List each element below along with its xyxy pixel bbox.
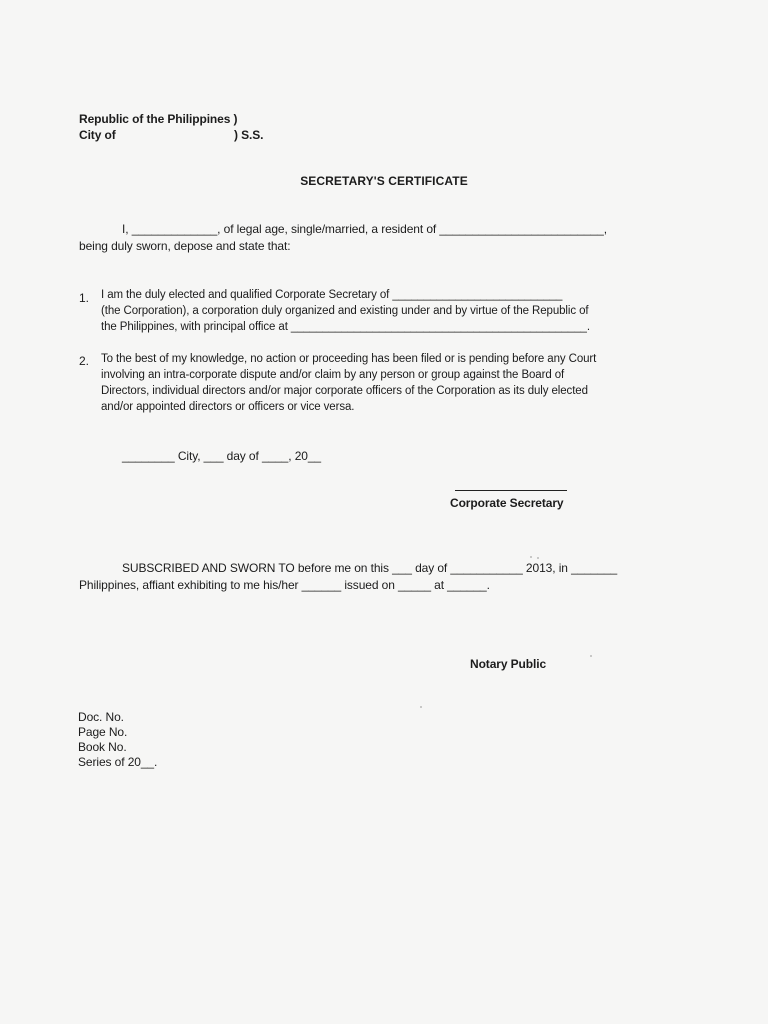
doc-no: Doc. No. [78, 710, 124, 724]
date-line: ________ City, ___ day of ____, 20__ [122, 449, 322, 463]
page-no: Page No. [78, 725, 128, 739]
venue-city: City of [79, 128, 116, 142]
item-1-number: 1. [79, 291, 89, 305]
item-1-line-2: (the Corporation), a corporation duly organized and existing under and by virtue of the Republic of [101, 305, 589, 317]
item-1-line-3: the Philippines, with principal office at _______________________________________________. [101, 321, 590, 333]
venue-republic: Republic of the Philippines ) [79, 112, 238, 126]
item-2-line-3: Directors, individual directors and/or major corporate officers of the Corporation as its duly elected [101, 385, 588, 397]
series-of: Series of 20__. [78, 755, 158, 769]
corporate-secretary-label: Corporate Secretary [450, 496, 564, 510]
book-no: Book No. [78, 740, 127, 754]
scan-speck [537, 557, 539, 559]
notary-public-label: Notary Public [470, 657, 547, 671]
scan-speck [530, 556, 532, 558]
intro-line-2: being duly sworn, depose and state that: [79, 239, 291, 253]
jurat-line-2: Philippines, affiant exhibiting to me his/her ______ issued on _____ at ______. [79, 578, 490, 592]
corporate-secretary-signature-line [455, 490, 567, 491]
scan-speck [590, 655, 592, 657]
item-1-line-1: I am the duly elected and qualified Corporate Secretary of ___________________________ [101, 289, 563, 301]
item-2-line-4: and/or appointed directors or officers or vice versa. [101, 401, 355, 413]
jurat-line-1: SUBSCRIBED AND SWORN TO before me on this ___ day of ___________ 2013, in _______ [122, 561, 618, 575]
venue-ss: ) S.S. [234, 128, 264, 142]
document-title: SECRETARY'S CERTIFICATE [300, 174, 468, 188]
intro-line-1: I, _____________, of legal age, single/married, a resident of _________________________, [122, 222, 607, 236]
item-2-number: 2. [79, 354, 89, 368]
item-2-line-2: involving an intra-corporate dispute and/or claim by any person or group against the Board of [101, 369, 565, 381]
scan-speck [420, 706, 422, 708]
item-2-line-1: To the best of my knowledge, no action or proceeding has been filed or is pending before any Court [101, 353, 597, 365]
